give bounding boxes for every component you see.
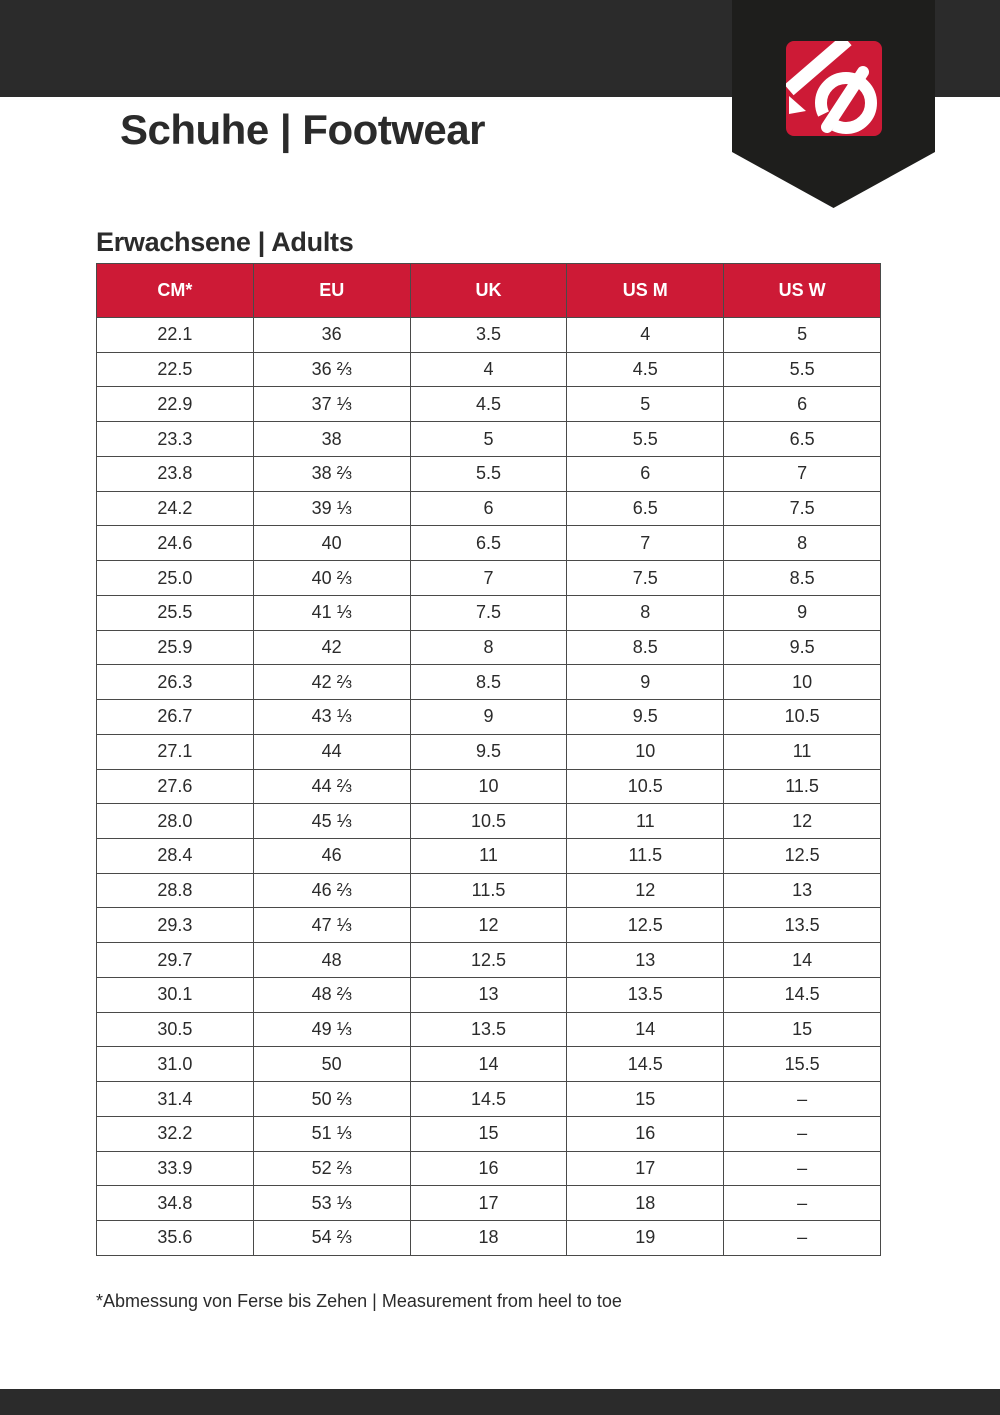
table-cell: 12 bbox=[724, 804, 881, 839]
table-cell: 8.5 bbox=[410, 665, 567, 700]
table-cell: 43 ⅓ bbox=[253, 700, 410, 735]
table-row bbox=[97, 318, 881, 353]
pennant-banner bbox=[732, 0, 935, 208]
table-row bbox=[97, 491, 881, 526]
table-cell: 14 bbox=[410, 1047, 567, 1082]
table-body bbox=[97, 318, 881, 1256]
table-cell: 3.5 bbox=[410, 318, 567, 353]
table-row bbox=[97, 769, 881, 804]
table-cell: – bbox=[724, 1186, 881, 1221]
table-cell: 38 bbox=[253, 422, 410, 457]
table-cell: 41 ⅓ bbox=[253, 595, 410, 630]
table-cell: 46 ⅔ bbox=[253, 873, 410, 908]
table-cell: 11.5 bbox=[724, 769, 881, 804]
table-cell: 5 bbox=[410, 422, 567, 457]
table-cell: 13 bbox=[410, 977, 567, 1012]
table-cell: 8 bbox=[724, 526, 881, 561]
table-cell: 14.5 bbox=[567, 1047, 724, 1082]
table-cell: 15 bbox=[410, 1116, 567, 1151]
table-cell: 10.5 bbox=[567, 769, 724, 804]
table-cell: 5.5 bbox=[724, 352, 881, 387]
table-cell: 50 bbox=[253, 1047, 410, 1082]
table-cell: 10 bbox=[410, 769, 567, 804]
table-cell: 9 bbox=[724, 595, 881, 630]
table-row bbox=[97, 1221, 881, 1256]
table-cell: 7 bbox=[410, 561, 567, 596]
table-cell: 9.5 bbox=[410, 734, 567, 769]
table-cell: – bbox=[724, 1116, 881, 1151]
table-cell: 11.5 bbox=[410, 873, 567, 908]
table-cell: – bbox=[724, 1221, 881, 1256]
table-cell: 25.9 bbox=[97, 630, 254, 665]
table-cell: 23.3 bbox=[97, 422, 254, 457]
table-row bbox=[97, 1082, 881, 1117]
table-cell: 8 bbox=[410, 630, 567, 665]
table-cell: 14 bbox=[567, 1012, 724, 1047]
table-cell: 8 bbox=[567, 595, 724, 630]
table-row bbox=[97, 839, 881, 874]
table-cell: 36 ⅔ bbox=[253, 352, 410, 387]
table-cell: 5 bbox=[567, 387, 724, 422]
table-row bbox=[97, 1116, 881, 1151]
table-cell: 27.1 bbox=[97, 734, 254, 769]
table-cell: 28.0 bbox=[97, 804, 254, 839]
table-cell: 49 ⅓ bbox=[253, 1012, 410, 1047]
table-cell: 44 ⅔ bbox=[253, 769, 410, 804]
table-cell: 11 bbox=[724, 734, 881, 769]
table-cell: 45 ⅓ bbox=[253, 804, 410, 839]
table-cell: 18 bbox=[567, 1186, 724, 1221]
table-cell: 5 bbox=[724, 318, 881, 353]
table-cell: 16 bbox=[410, 1151, 567, 1186]
table-cell: 4 bbox=[567, 318, 724, 353]
table-cell: 40 bbox=[253, 526, 410, 561]
table-cell: 11 bbox=[567, 804, 724, 839]
table-cell: 7.5 bbox=[410, 595, 567, 630]
table-cell: 42 ⅔ bbox=[253, 665, 410, 700]
table-cell: 6.5 bbox=[724, 422, 881, 457]
table-cell: 12.5 bbox=[410, 943, 567, 978]
table-row bbox=[97, 734, 881, 769]
table-cell: 48 ⅔ bbox=[253, 977, 410, 1012]
table-row bbox=[97, 456, 881, 491]
table-cell: 10.5 bbox=[724, 700, 881, 735]
table-cell: 27.6 bbox=[97, 769, 254, 804]
table-cell: 10 bbox=[567, 734, 724, 769]
table-cell: 12.5 bbox=[724, 839, 881, 874]
table-row bbox=[97, 700, 881, 735]
table-cell: 31.4 bbox=[97, 1082, 254, 1117]
table-cell: 25.0 bbox=[97, 561, 254, 596]
table-cell: 33.9 bbox=[97, 1151, 254, 1186]
table-row bbox=[97, 873, 881, 908]
table-row bbox=[97, 665, 881, 700]
table-row bbox=[97, 595, 881, 630]
table-cell: 5.5 bbox=[567, 422, 724, 457]
table-row bbox=[97, 908, 881, 943]
table-cell: 30.5 bbox=[97, 1012, 254, 1047]
table-cell: 26.7 bbox=[97, 700, 254, 735]
table-cell: 24.6 bbox=[97, 526, 254, 561]
column-header: US W bbox=[724, 264, 881, 318]
table-row bbox=[97, 561, 881, 596]
table-cell: 9 bbox=[567, 665, 724, 700]
table-row bbox=[97, 352, 881, 387]
footer-band bbox=[0, 1389, 1000, 1415]
table-row bbox=[97, 943, 881, 978]
table-cell: 6.5 bbox=[410, 526, 567, 561]
table-cell: 15.5 bbox=[724, 1047, 881, 1082]
table-cell: 10 bbox=[724, 665, 881, 700]
table-cell: 29.7 bbox=[97, 943, 254, 978]
table-cell: 17 bbox=[567, 1151, 724, 1186]
table-row bbox=[97, 387, 881, 422]
table-cell: 46 bbox=[253, 839, 410, 874]
table-cell: 15 bbox=[567, 1082, 724, 1117]
table-cell: 6 bbox=[724, 387, 881, 422]
table-cell: 26.3 bbox=[97, 665, 254, 700]
table-cell: – bbox=[724, 1082, 881, 1117]
table-row bbox=[97, 1151, 881, 1186]
table-cell: 42 bbox=[253, 630, 410, 665]
table-row bbox=[97, 630, 881, 665]
table-cell: 4.5 bbox=[567, 352, 724, 387]
table-cell: 30.1 bbox=[97, 977, 254, 1012]
table-header-row bbox=[97, 264, 881, 318]
size-table bbox=[96, 263, 881, 1256]
table-cell: 8.5 bbox=[724, 561, 881, 596]
table-cell: 7 bbox=[567, 526, 724, 561]
table-cell: 36 bbox=[253, 318, 410, 353]
table-cell: 18 bbox=[410, 1221, 567, 1256]
five-ten-logo bbox=[786, 40, 882, 136]
table-cell: 51 ⅓ bbox=[253, 1116, 410, 1151]
table-cell: 13.5 bbox=[410, 1012, 567, 1047]
table-cell: 7.5 bbox=[724, 491, 881, 526]
table-cell: 12 bbox=[567, 873, 724, 908]
table-cell: – bbox=[724, 1151, 881, 1186]
table-cell: 12 bbox=[410, 908, 567, 943]
table-cell: 31.0 bbox=[97, 1047, 254, 1082]
table-cell: 7 bbox=[724, 456, 881, 491]
table-cell: 28.8 bbox=[97, 873, 254, 908]
table-cell: 23.8 bbox=[97, 456, 254, 491]
table-cell: 7.5 bbox=[567, 561, 724, 596]
table-cell: 40 ⅔ bbox=[253, 561, 410, 596]
table-cell: 9.5 bbox=[567, 700, 724, 735]
table-cell: 25.5 bbox=[97, 595, 254, 630]
table-cell: 10.5 bbox=[410, 804, 567, 839]
table-cell: 29.3 bbox=[97, 908, 254, 943]
table-cell: 54 ⅔ bbox=[253, 1221, 410, 1256]
table-cell: 13 bbox=[567, 943, 724, 978]
table-cell: 11.5 bbox=[567, 839, 724, 874]
table-cell: 12.5 bbox=[567, 908, 724, 943]
table-cell: 14.5 bbox=[724, 977, 881, 1012]
table-cell: 9.5 bbox=[724, 630, 881, 665]
page-subtitle: Schuhe | Footwear bbox=[120, 106, 485, 153]
column-header: UK bbox=[410, 264, 567, 318]
table-cell: 28.4 bbox=[97, 839, 254, 874]
footnote: *Abmessung von Ferse bis Zehen | Measurement from heel to toe bbox=[96, 1291, 622, 1311]
table-cell: 38 ⅔ bbox=[253, 456, 410, 491]
table-row bbox=[97, 804, 881, 839]
table-row bbox=[97, 1186, 881, 1221]
column-header: CM* bbox=[97, 264, 254, 318]
table-cell: 14 bbox=[724, 943, 881, 978]
table-cell: 13.5 bbox=[567, 977, 724, 1012]
table-cell: 17 bbox=[410, 1186, 567, 1221]
table-cell: 32.2 bbox=[97, 1116, 254, 1151]
table-cell: 8.5 bbox=[567, 630, 724, 665]
table-row bbox=[97, 1047, 881, 1082]
table-cell: 53 ⅓ bbox=[253, 1186, 410, 1221]
table-cell: 14.5 bbox=[410, 1082, 567, 1117]
table-cell: 16 bbox=[567, 1116, 724, 1151]
table-cell: 34.8 bbox=[97, 1186, 254, 1221]
table-cell: 50 ⅔ bbox=[253, 1082, 410, 1117]
table-cell: 6 bbox=[567, 456, 724, 491]
table-cell: 6 bbox=[410, 491, 567, 526]
table-cell: 5.5 bbox=[410, 456, 567, 491]
table-cell: 52 ⅔ bbox=[253, 1151, 410, 1186]
table-cell: 13.5 bbox=[724, 908, 881, 943]
table-cell: 37 ⅓ bbox=[253, 387, 410, 422]
table-row bbox=[97, 1012, 881, 1047]
table-cell: 48 bbox=[253, 943, 410, 978]
table-cell: 44 bbox=[253, 734, 410, 769]
table-cell: 47 ⅓ bbox=[253, 908, 410, 943]
table-cell: 13 bbox=[724, 873, 881, 908]
table-cell: 35.6 bbox=[97, 1221, 254, 1256]
table-cell: 4 bbox=[410, 352, 567, 387]
table-row bbox=[97, 422, 881, 457]
table-cell: 19 bbox=[567, 1221, 724, 1256]
column-header: EU bbox=[253, 264, 410, 318]
table-cell: 39 ⅓ bbox=[253, 491, 410, 526]
table-cell: 22.1 bbox=[97, 318, 254, 353]
table-cell: 22.9 bbox=[97, 387, 254, 422]
table-cell: 6.5 bbox=[567, 491, 724, 526]
table-cell: 9 bbox=[410, 700, 567, 735]
table-cell: 15 bbox=[724, 1012, 881, 1047]
table-row bbox=[97, 977, 881, 1012]
table-row bbox=[97, 526, 881, 561]
table-cell: 22.5 bbox=[97, 352, 254, 387]
table-cell: 11 bbox=[410, 839, 567, 874]
section-heading: Erwachsene | Adults bbox=[96, 227, 354, 257]
column-header: US M bbox=[567, 264, 724, 318]
table-cell: 4.5 bbox=[410, 387, 567, 422]
table-cell: 24.2 bbox=[97, 491, 254, 526]
